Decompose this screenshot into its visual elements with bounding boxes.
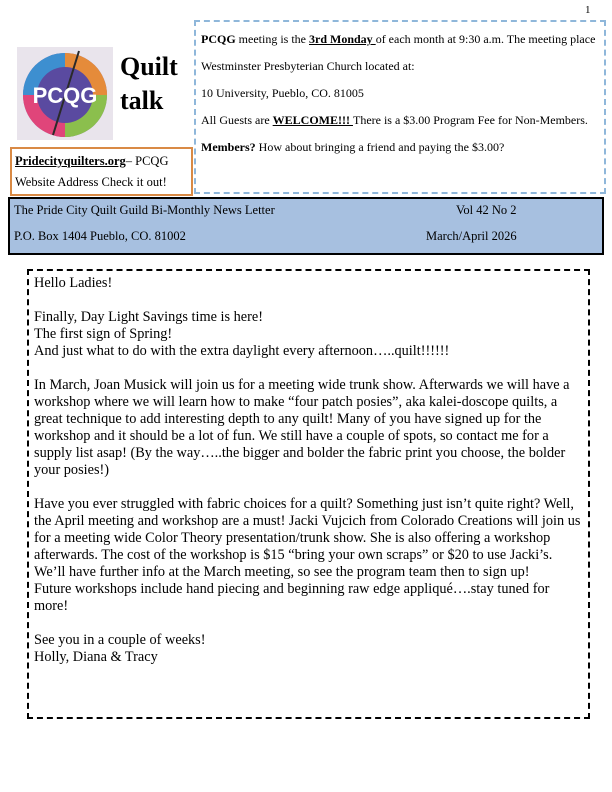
issue-date: March/April 2026 — [426, 229, 517, 243]
pcqg-logo-graphic — [13, 43, 117, 144]
newsletter-banner — [8, 197, 604, 255]
letter-paragraph-future: Future workshops include hand piecing and beginning raw edge appliqué….stay tuned for more! — [34, 581, 550, 614]
guild-name: The Pride City Quilt Guild Bi-Monthly News Letter — [14, 203, 275, 217]
meeting-text-1: meeting is the — [235, 32, 309, 46]
letter-line: The first sign of Spring! — [34, 326, 173, 342]
meeting-text-5: How about bringing a friend and paying the $3.00? — [255, 140, 505, 154]
meeting-address: 10 University, Pueblo, CO. 81005 — [201, 86, 364, 100]
page-number: 1 — [585, 4, 591, 16]
meeting-text-2: of each month at 9:30 a.m. The meeting place Westminster Presbyterian Church located at: — [201, 32, 596, 73]
pcqg-logo — [13, 43, 117, 144]
letter-signature: Holly, Diana & Tracy — [34, 649, 158, 665]
masthead-quilt: Quilt — [120, 52, 178, 81]
volume-number: Vol 42 No 2 — [456, 203, 517, 217]
meeting-day: 3rd Monday — [309, 32, 376, 46]
meeting-org: PCQG — [201, 32, 236, 46]
letter-line: And just what to do with the extra daylight every afternoon…..quilt!!!!!! — [34, 343, 450, 359]
letter-paragraph-april: Have you ever struggled with fabric choices for a quilt? Something just isn’t quite right? Well, the April meeting and workshop are a must! Jacki Vujcich from Colorado Creations will join us for a meeting wide Color Theory presentation/trunk show. She is also offering a workshop afterwards. The cost of the workshop is $15 “bring your own scraps” or $20 to use Jacki’s. We’ll have further info at the March meeting, so see the program team then to sign up! — [34, 496, 581, 580]
meeting-text-4: There is a $3.00 Program Fee for Non-Members. — [352, 113, 588, 127]
meeting-text-3: All Guests are — [201, 113, 273, 127]
letter-paragraph-march: In March, Joan Musick will join us for a meeting wide trunk show. Afterwards we will have a workshop where we will learn how to make “four patch posies”, aka kalei-doscope quilts, a great technique to add interesting depth to any quilt! Many of you have signed up for the workshop and it should be a lot of fun. We still have a couple of spots, so contact me for a supply list asap! (By the way…..the bigger and bolder the fabric print you choose, the bolder your posies!) — [34, 377, 570, 478]
po-box: P.O. Box 1404 Pueblo, CO. 81002 — [14, 229, 186, 243]
letter-box — [27, 269, 590, 719]
welcome-text: WELCOME!!! — [272, 113, 353, 127]
masthead-talk: talk — [120, 86, 164, 115]
meeting-info-box — [194, 20, 606, 194]
logo-text: PCQG — [32, 83, 98, 108]
website-link[interactable]: Pridecityquilters.org — [15, 154, 126, 168]
letter-line: Finally, Day Light Savings time is here! — [34, 309, 263, 325]
members-label: Members? — [201, 140, 256, 154]
masthead-title — [120, 50, 178, 118]
website-note: – PCQG Website Address Check it out! — [15, 154, 169, 189]
website-box — [10, 147, 193, 196]
letter-greeting: Hello Ladies! — [34, 275, 113, 291]
letter-closing: See you in a couple of weeks! — [34, 632, 206, 648]
